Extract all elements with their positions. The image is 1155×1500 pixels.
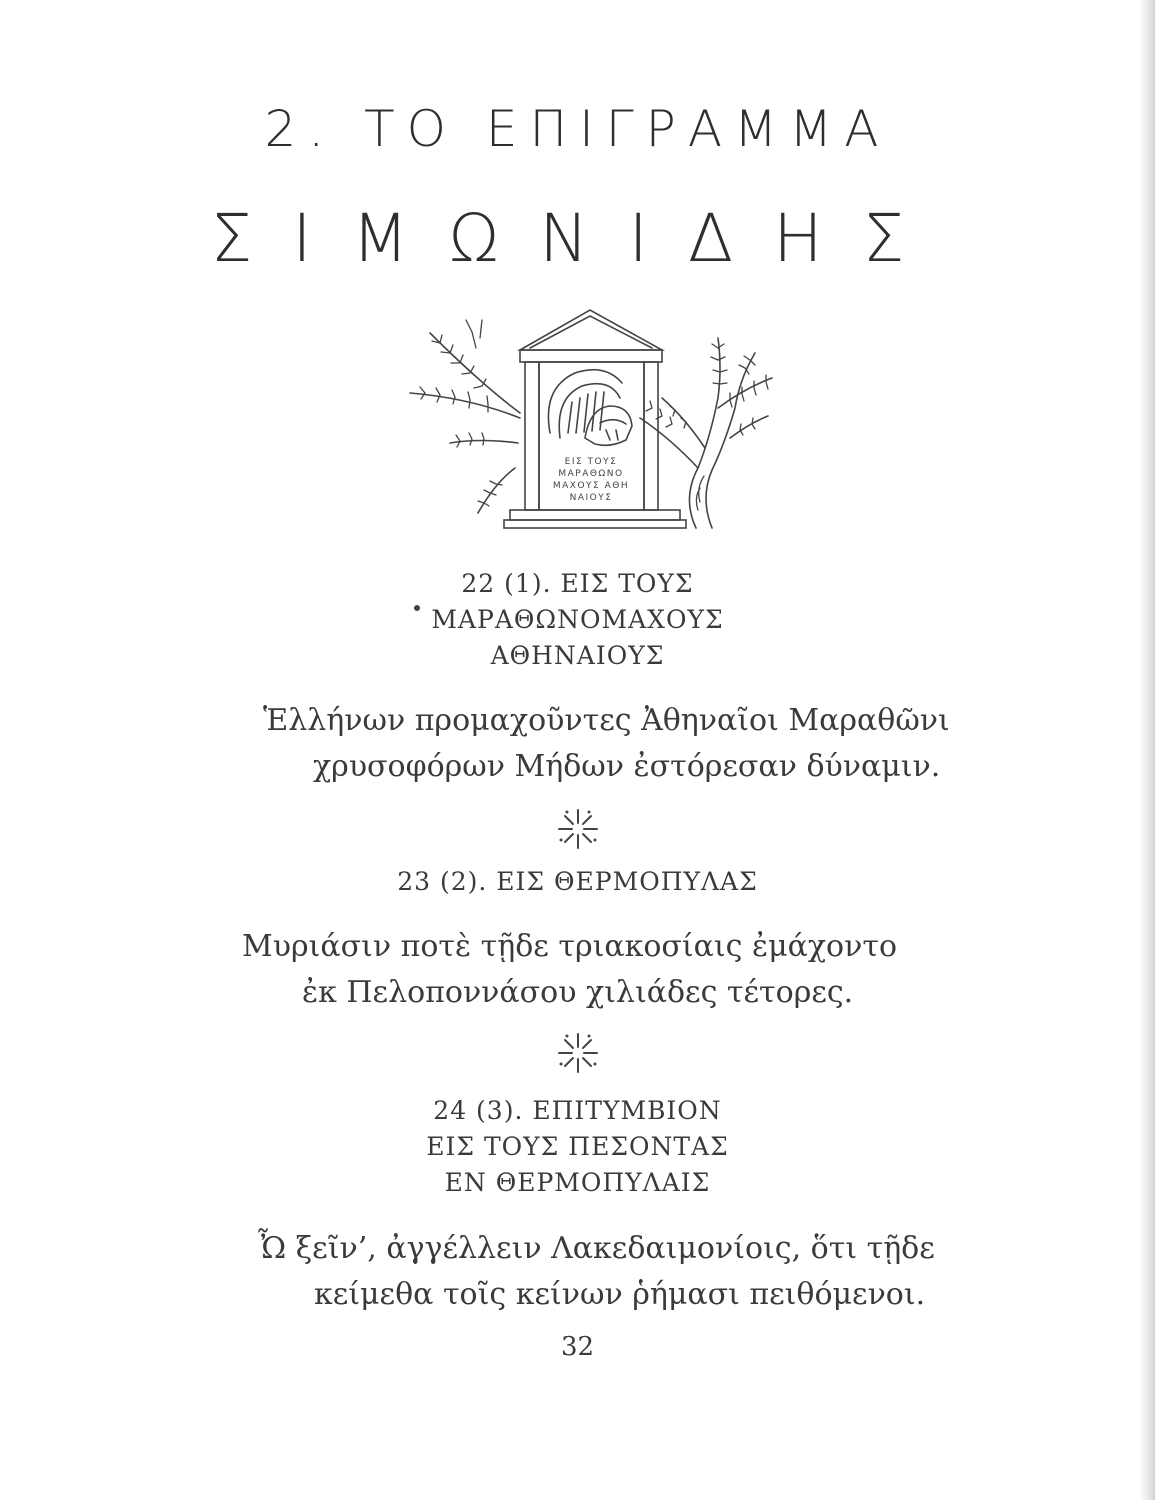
- star-ornament-icon: [555, 806, 601, 852]
- heading-line: ΑΘΗΝΑΙΟΥΣ: [490, 641, 665, 670]
- author-name: ΣΙΜΩΝΙΔΗΣ: [210, 200, 945, 277]
- heading-line: 24 (3). ΕΠΙΤΥΜΒΙΟΝ: [433, 1096, 722, 1125]
- page-number: 32: [560, 1332, 595, 1362]
- helmet-icon: [548, 370, 632, 446]
- inscription-line-3: ΜΑΧΟΥΣ ΑΘΗ: [552, 481, 630, 491]
- chapter-title: 2. ΤΟ ΕΠΙΓΡΑΜΜΑ: [264, 100, 891, 158]
- epigram-22-verse-line-1: Ἑλλήνων προμαχοῦντες Ἀθηναῖοι Μαραθῶνι: [263, 703, 950, 738]
- epigram-23-verse-line-1: Μυριάσιν ποτὲ τῇδε τριακοσίαις ἐμάχοντο: [242, 929, 898, 964]
- heading-line: 23 (2). ΕΙΣ ΘΕΡΜΟΠΥΛΑΣ: [397, 867, 758, 896]
- epigram-22-heading: [0, 566, 1155, 674]
- star-ornament-icon: [555, 1030, 601, 1076]
- stele-inscription: [553, 457, 629, 503]
- inscription-line-2: ΜΑΡΑΘΩΝΟ: [558, 469, 624, 479]
- epigram-23-verse-line-2: ἐκ Πελοποννάσου χιλιάδες τέτορες.: [302, 975, 854, 1010]
- epigram-22-verse-line-2: χρυσοφόρων Μήδων ἐστόρεσαν δύναμιν.: [313, 749, 941, 784]
- inscription-line-4: ΝΑΙΟΥΣ: [569, 493, 613, 503]
- right-olive-tree: [640, 338, 772, 528]
- epigram-23-heading: [0, 864, 1155, 900]
- heading-line: 22 (1). ΕΙΣ ΤΟΥΣ: [461, 569, 694, 598]
- epigram-24-verse-line-2: κείμεθα τοῖς κείνων ῥήμασι πειθόμενοι.: [314, 1277, 926, 1312]
- heading-line: ΕΝ ΘΕΡΜΟΠΥΛΑΙΣ: [444, 1168, 711, 1197]
- epigram-24-verse-line-1: Ὦ ξεῖν’, ἀγγέλλειν Λακεδαιμονίοις, ὅτι τῇδε: [258, 1231, 935, 1266]
- stele-illustration: [400, 298, 780, 538]
- heading-line: ΜΑΡΑΘΩΝΟΜΑΧΟΥΣ: [431, 605, 724, 634]
- heading-line: ΕΙΣ ΤΟΥΣ ΠΕΣΟΝΤΑΣ: [426, 1132, 729, 1161]
- left-olive-branch: [410, 320, 520, 513]
- inscription-line-1: ΕΙΣ ΤΟΥΣ: [564, 457, 618, 467]
- epigram-24-heading: [0, 1093, 1155, 1201]
